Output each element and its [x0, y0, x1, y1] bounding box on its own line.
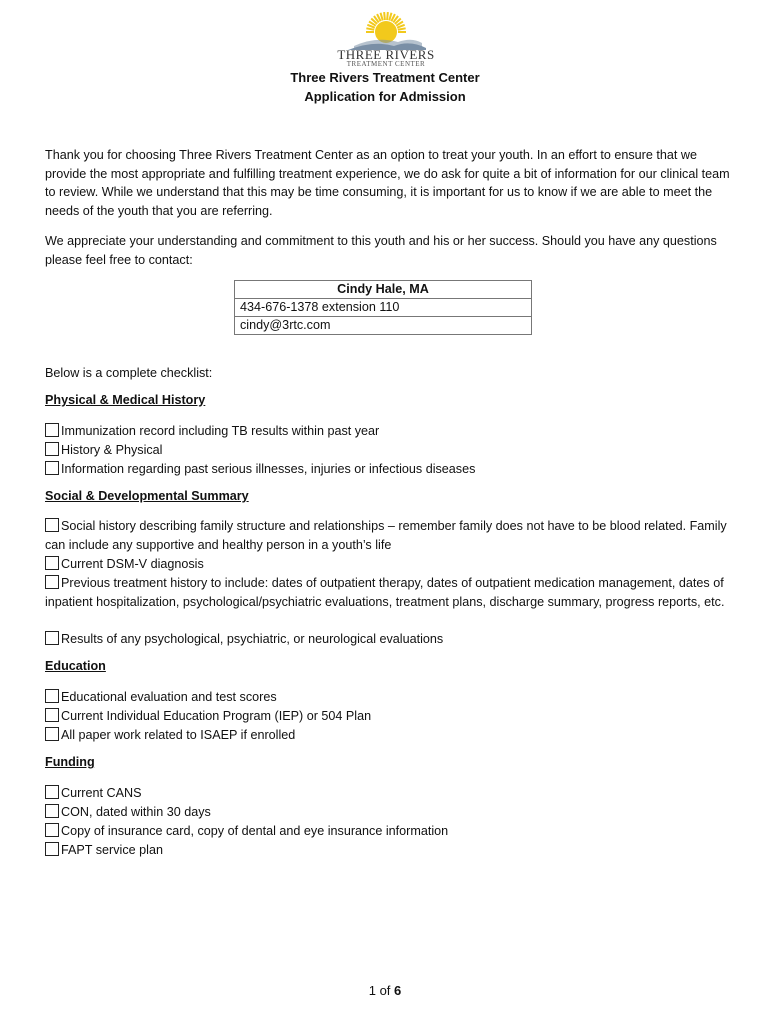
checklist-item-label: Educational evaluation and test scores [61, 690, 277, 704]
checkbox[interactable] [45, 823, 59, 837]
contact-phone: 434-676-1378 extension 110 [235, 299, 532, 317]
three-rivers-logo [336, 10, 436, 70]
checklist-item-label: Current DSM-V diagnosis [61, 557, 204, 571]
page-number [0, 983, 770, 998]
checklist-item-label: Current Individual Education Program (IEP) or 504 Plan [61, 709, 372, 723]
section-physical-medical: Physical & Medical History [45, 393, 206, 407]
checklist-item [45, 574, 735, 611]
page-current: 1 [368, 983, 376, 998]
contact-email: cindy@3rtc.com [235, 317, 532, 335]
checklist-item [45, 803, 735, 822]
checklist-item-label: Information regarding past serious illnesses, injuries or infectious diseases [61, 462, 476, 476]
checklist-item [45, 441, 735, 460]
intro-paragraph-2: We appreciate your understanding and commitment to this youth and his or her success. Should you have any questions please feel free to contact: [45, 234, 717, 267]
logo-subtitle: TREATMENT CENTER [346, 60, 426, 68]
checkbox[interactable] [45, 785, 59, 799]
checklist-item [45, 460, 735, 479]
checklist-item-label: FAPT service plan [61, 843, 163, 857]
checklist-item-label: All paper work related to ISAEP if enrolled [61, 728, 296, 742]
checklist-item [45, 784, 735, 803]
section-social-developmental: Social & Developmental Summary [45, 489, 249, 503]
checklist-item-label: Current CANS [61, 786, 142, 800]
checklist-item-label: Results of any psychological, psychiatric, or neurological evaluations [61, 632, 444, 646]
checkbox[interactable] [45, 727, 59, 741]
intro-paragraph-1: Thank you for choosing Three Rivers Treatment Center as an option to treat your youth. In an effort to ensure that we provide the most appropriate and fulfilling treatment experience, we do ask for quite a bit of information for our clinical team to review. While we understand that this may be time consuming, it is important for us to know if we are able to meet the needs of the youth that you are referring. [45, 148, 730, 219]
sun-ray [384, 12, 385, 20]
checkbox[interactable] [45, 575, 59, 589]
checklist-item [45, 555, 735, 574]
checklist-item [45, 630, 735, 649]
page-total: 6 [394, 983, 402, 998]
sun-ray [381, 13, 383, 21]
checkbox[interactable] [45, 442, 59, 456]
checklist-item [45, 422, 735, 441]
checkbox[interactable] [45, 631, 59, 645]
checkbox[interactable] [45, 689, 59, 703]
checklist-item [45, 688, 735, 707]
checklist-item [45, 822, 735, 841]
checklist-item-label: CON, dated within 30 days [61, 805, 211, 819]
checkbox[interactable] [45, 804, 59, 818]
contact-table [234, 280, 532, 335]
checklist-item-label: Immunization record including TB results within past year [61, 424, 380, 438]
checklist-item-label: Copy of insurance card, copy of dental and eye insurance information [61, 824, 449, 838]
checklist-item [45, 841, 735, 860]
contact-name: Cindy Hale, MA [235, 281, 532, 299]
section-education: Education [45, 659, 106, 673]
checkbox[interactable] [45, 423, 59, 437]
sun-logo-icon [336, 10, 436, 50]
logo-wordmark: THREE RIVERS [337, 47, 435, 62]
checklist-item-label: Previous treatment history to include: dates of outpatient therapy, dates of outpatient medication management, dates of inpatient hospitalization, psychological/psychiatric evaluations, treatment plans, discharge summary, progress reports, etc. [45, 576, 725, 609]
org-title: Three Rivers Treatment Center [290, 70, 480, 85]
checklist-item [45, 517, 735, 554]
checkbox[interactable] [45, 708, 59, 722]
section-funding: Funding [45, 755, 95, 769]
checklist-item-label: Social history describing family structure and relationships – remember family does not have to be blood related. Family can include any supportive and healthy person in a youth’s life [45, 519, 727, 552]
checkbox[interactable] [45, 461, 59, 475]
sun-ray [389, 13, 391, 21]
checklist-item [45, 707, 735, 726]
checkbox[interactable] [45, 842, 59, 856]
checklist-intro: Below is a complete checklist: [45, 366, 213, 380]
sun-ray [387, 12, 388, 20]
checklist-item-label: History & Physical [61, 443, 163, 457]
sun-ray [398, 28, 406, 29]
sun-ray [366, 28, 374, 29]
checklist-item [45, 726, 735, 745]
form-title: Application for Admission [304, 89, 466, 104]
page-of: of [375, 983, 395, 998]
checkbox[interactable] [45, 518, 59, 532]
checkbox[interactable] [45, 556, 59, 570]
